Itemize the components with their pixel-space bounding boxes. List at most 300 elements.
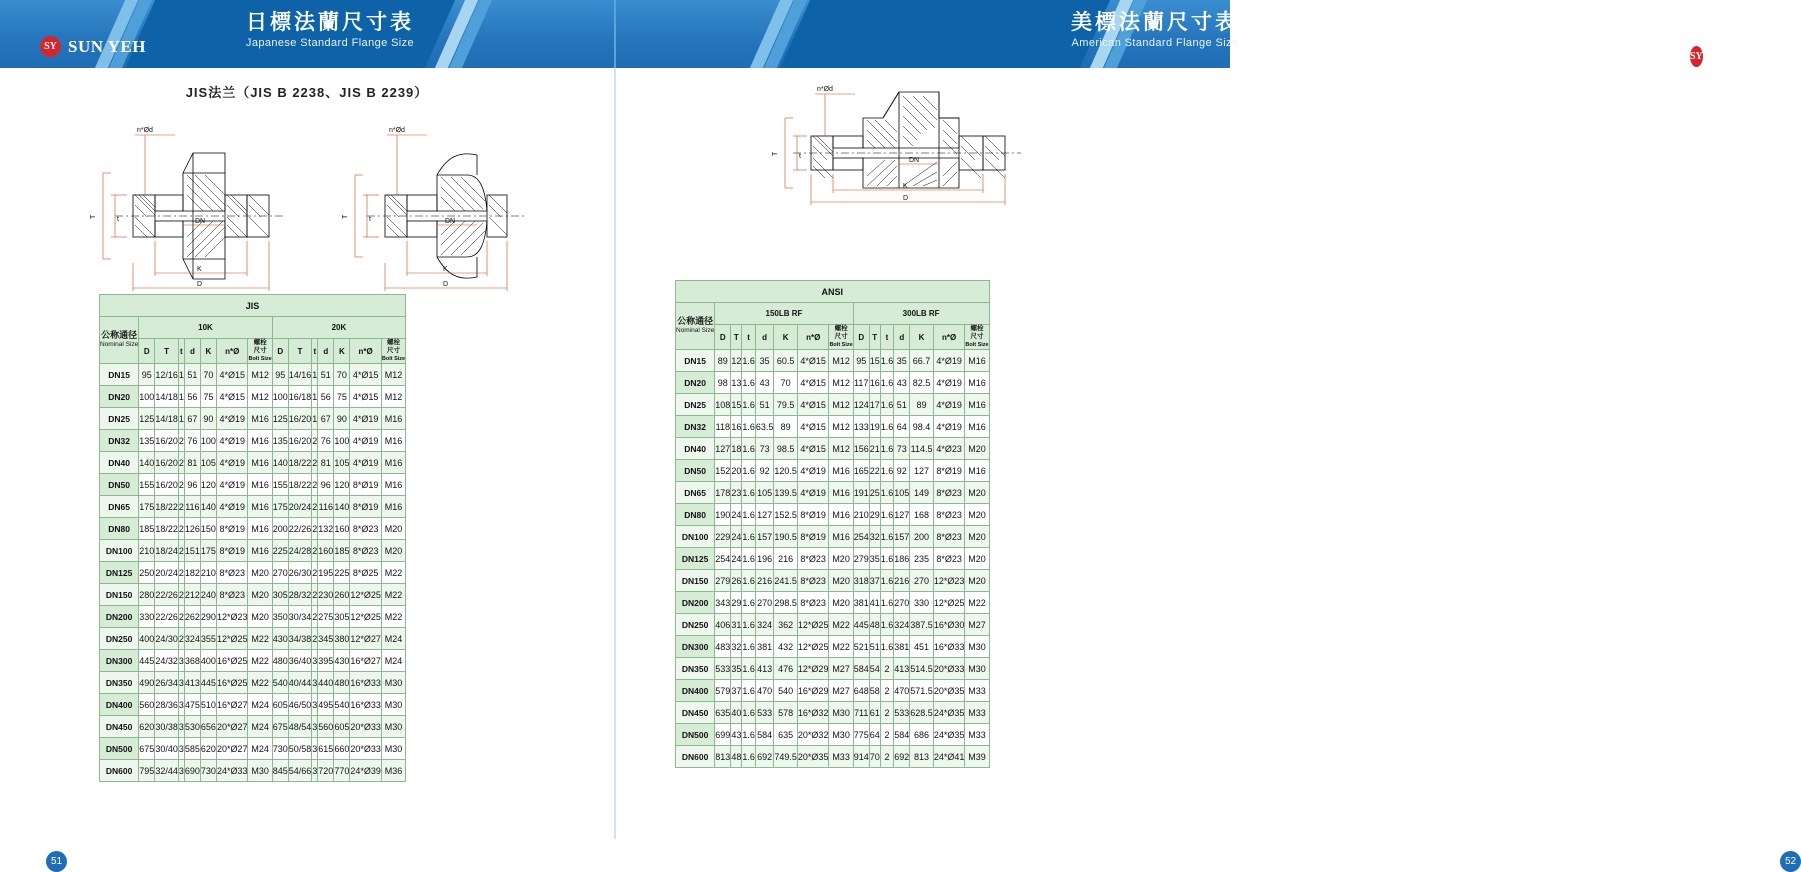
cell: 8*Ø23	[216, 562, 248, 584]
cell: 1.6	[742, 614, 756, 636]
col-header-d: d	[894, 325, 910, 350]
cell: 125	[139, 408, 155, 430]
cell: 2	[178, 562, 184, 584]
table-row	[676, 724, 990, 746]
cell: 8*Ø19	[797, 504, 829, 526]
cell: 3	[312, 650, 318, 672]
cell: M22	[381, 562, 405, 584]
cell: M16	[829, 504, 853, 526]
row-label: DN450	[676, 702, 715, 724]
cell: 191	[853, 482, 869, 504]
cell: 1.6	[880, 504, 894, 526]
cell: 8*Ø19	[216, 518, 248, 540]
cell: 67	[184, 408, 200, 430]
cell: 3	[312, 672, 318, 694]
cell: 100	[272, 386, 288, 408]
table-row	[100, 408, 406, 430]
cell: 235	[910, 548, 934, 570]
cell: 413	[184, 672, 200, 694]
cell: 8*Ø23	[933, 526, 965, 548]
cell: 151	[184, 540, 200, 562]
cell: 692	[894, 746, 910, 768]
cell: 12*Ø25	[216, 628, 248, 650]
cell: 216	[894, 570, 910, 592]
cell: M16	[381, 452, 405, 474]
cell: 35	[869, 548, 880, 570]
cell: 195	[318, 562, 334, 584]
cell: 152	[715, 460, 731, 482]
cell: M22	[381, 606, 405, 628]
cell: 1.6	[880, 636, 894, 658]
cell: 20/24	[155, 562, 179, 584]
cell: 54/66	[288, 760, 312, 782]
cell: M27	[965, 614, 989, 636]
cell: 76	[184, 430, 200, 452]
cell: 157	[755, 526, 774, 548]
cell: 16*Ø33	[350, 672, 382, 694]
table-row	[676, 372, 990, 394]
cell: M12	[381, 386, 405, 408]
cell: 490	[139, 672, 155, 694]
logo-text-left: SUN YEH	[68, 36, 146, 56]
cell: 4*Ø19	[933, 350, 965, 372]
row-label: DN600	[100, 760, 139, 782]
cell: 43	[755, 372, 774, 394]
cell: 210	[853, 504, 869, 526]
cell: 4*Ø19	[797, 482, 829, 504]
col-header-T: T	[155, 339, 179, 364]
cell: 17	[869, 394, 880, 416]
cell: 2	[312, 606, 318, 628]
cell: 95	[272, 364, 288, 386]
cell: M20	[965, 570, 989, 592]
cell: 127	[910, 460, 934, 482]
cell: 3	[178, 672, 184, 694]
cell: 615	[318, 738, 334, 760]
col-header-n*Ø: n*Ø	[933, 325, 965, 350]
col-header-bolt: 螺栓 尺寸 Bolt Size	[829, 325, 853, 348]
cell: 24*Ø35	[933, 702, 965, 724]
cell: 34/38	[288, 628, 312, 650]
header-right-title-block	[945, 10, 1365, 51]
cell: 628.5	[910, 702, 934, 724]
row-label: DN400	[676, 680, 715, 702]
cell: 1.6	[742, 372, 756, 394]
cell: 584	[853, 658, 869, 680]
cell: M30	[829, 724, 853, 746]
cell: 3	[178, 760, 184, 782]
cell: 635	[715, 702, 731, 724]
cell: 16/20	[155, 430, 179, 452]
cell: 3	[312, 694, 318, 716]
cell: 20*Ø27	[216, 738, 248, 760]
svg-text:T: T	[772, 151, 779, 156]
cell: 1	[312, 386, 318, 408]
cell: 692	[755, 746, 774, 768]
svg-text:D: D	[903, 195, 909, 202]
cell: 690	[184, 760, 200, 782]
cell: M20	[829, 570, 853, 592]
right-drawings	[616, 84, 1230, 214]
cell: 124	[853, 394, 869, 416]
cell: 305	[334, 606, 350, 628]
cell: 41	[869, 592, 880, 614]
cell: 89	[774, 416, 798, 438]
cell: 686	[910, 724, 934, 746]
cell: 30/40	[155, 738, 179, 760]
cell: 298.5	[774, 592, 798, 614]
table-row	[676, 658, 990, 680]
cell: 254	[715, 548, 731, 570]
cell: 620	[139, 716, 155, 738]
cell: M16	[965, 372, 989, 394]
logo-left	[40, 36, 146, 57]
cell: 4*Ø15	[797, 350, 829, 372]
cell: M20	[381, 540, 405, 562]
cell: 118	[715, 416, 731, 438]
flange-drawing-weld-neck	[75, 113, 325, 303]
cell: M20	[965, 526, 989, 548]
cell: 8*Ø19	[216, 540, 248, 562]
table-row	[676, 702, 990, 724]
cell: 2	[178, 628, 184, 650]
row-label: DN20	[100, 386, 139, 408]
cell: M16	[965, 460, 989, 482]
row-label: DN150	[676, 570, 715, 592]
cell: 135	[139, 430, 155, 452]
cell: 100	[334, 430, 350, 452]
row-label: DN25	[100, 408, 139, 430]
table-row	[100, 540, 406, 562]
cell: 20*Ø33	[350, 716, 382, 738]
cell: 116	[318, 496, 334, 518]
cell: 8*Ø23	[350, 518, 382, 540]
group-header-1: 10K	[139, 317, 272, 339]
cell: M30	[248, 760, 272, 782]
cell: 12*Ø25	[933, 592, 965, 614]
cell: 200	[272, 518, 288, 540]
cell: 1.6	[880, 570, 894, 592]
cell: 560	[139, 694, 155, 716]
col-header-D: D	[715, 325, 731, 350]
cell: 8*Ø19	[350, 474, 382, 496]
cell: 381	[755, 636, 774, 658]
cell: 127	[894, 504, 910, 526]
row-label: DN15	[676, 350, 715, 372]
cell: 139.5	[774, 482, 798, 504]
cell: M16	[248, 474, 272, 496]
cell: 2	[178, 584, 184, 606]
cell: 1.6	[880, 372, 894, 394]
cell: 324	[184, 628, 200, 650]
cell: 105	[894, 482, 910, 504]
cell: M30	[965, 636, 989, 658]
cell: 470	[755, 680, 774, 702]
svg-text:K: K	[197, 266, 202, 273]
cell: M12	[248, 364, 272, 386]
cell: 711	[853, 702, 869, 724]
cell: 155	[272, 474, 288, 496]
cell: 381	[894, 636, 910, 658]
cell: 2	[178, 430, 184, 452]
cell: 480	[272, 650, 288, 672]
cell: 795	[139, 760, 155, 782]
cell: 813	[910, 746, 934, 768]
cell: 770	[334, 760, 350, 782]
cell: 4*Ø19	[216, 452, 248, 474]
cell: 29	[869, 504, 880, 526]
cell: 12*Ø25	[350, 584, 382, 606]
cell: M16	[829, 460, 853, 482]
row-label: DN400	[100, 694, 139, 716]
row-label: DN32	[676, 416, 715, 438]
cell: 16	[869, 372, 880, 394]
cell: 21	[869, 438, 880, 460]
row-label: DN500	[676, 724, 715, 746]
cell: 510	[200, 694, 216, 716]
cell: 32	[731, 636, 742, 658]
cell: 81	[184, 452, 200, 474]
cell: 35	[894, 350, 910, 372]
table-row	[676, 504, 990, 526]
cell: M33	[965, 724, 989, 746]
cell: 229	[715, 526, 731, 548]
cell: 540	[334, 694, 350, 716]
cell: 4*Ø15	[216, 364, 248, 386]
row-label: DN250	[100, 628, 139, 650]
cell: 578	[774, 702, 798, 724]
cell: 96	[184, 474, 200, 496]
cell: 400	[139, 628, 155, 650]
cell: 1	[178, 408, 184, 430]
cell: 1.6	[742, 702, 756, 724]
table-row	[100, 430, 406, 452]
cell: M22	[248, 628, 272, 650]
cell: 26	[731, 570, 742, 592]
cell: 290	[200, 606, 216, 628]
cell: 270	[894, 592, 910, 614]
table-row	[100, 562, 406, 584]
cell: 355	[200, 628, 216, 650]
flange-drawing-slip-on	[327, 113, 557, 303]
svg-text:DN: DN	[445, 218, 456, 225]
cell: 380	[334, 628, 350, 650]
cell: 70	[334, 364, 350, 386]
cell: 29	[731, 592, 742, 614]
cell: 648	[853, 680, 869, 702]
cell: 483	[715, 636, 731, 658]
cell: M30	[381, 672, 405, 694]
table-row	[676, 614, 990, 636]
cell: 1.6	[880, 416, 894, 438]
cell: 157	[894, 526, 910, 548]
cell: 345	[318, 628, 334, 650]
cell: 185	[334, 540, 350, 562]
ansi-flange-table	[675, 280, 990, 768]
table-row	[100, 452, 406, 474]
cell: 150	[200, 518, 216, 540]
row-label: DN40	[676, 438, 715, 460]
cell: 16*Ø30	[933, 614, 965, 636]
cell: 605	[272, 694, 288, 716]
table-row	[100, 386, 406, 408]
cell: M20	[829, 548, 853, 570]
cell: 185	[139, 518, 155, 540]
cell: 12*Ø29	[797, 658, 829, 680]
table-row	[676, 680, 990, 702]
cell: M22	[381, 584, 405, 606]
cell: 116	[184, 496, 200, 518]
cell: 190	[715, 504, 731, 526]
cell: 12*Ø25	[797, 636, 829, 658]
cell: 4*Ø15	[350, 364, 382, 386]
col-header-K: K	[910, 325, 934, 350]
cell: 18/22	[288, 452, 312, 474]
cell: 20*Ø33	[933, 658, 965, 680]
cell: M12	[381, 364, 405, 386]
cell: 24*Ø41	[933, 746, 965, 768]
cell: 200	[910, 526, 934, 548]
table-row	[676, 592, 990, 614]
row-label: DN40	[100, 452, 139, 474]
cell: 64	[869, 724, 880, 746]
table-row	[676, 438, 990, 460]
cell: 20*Ø35	[933, 680, 965, 702]
cell: 2	[312, 584, 318, 606]
cell: 16/18	[288, 386, 312, 408]
cell: 2	[178, 496, 184, 518]
cell: 1	[178, 364, 184, 386]
cell: 30/34	[288, 606, 312, 628]
svg-text:DN: DN	[195, 218, 206, 225]
table-row	[100, 672, 406, 694]
cell: 445	[200, 672, 216, 694]
logo-text-right: SUN YEH	[1709, 36, 1749, 75]
row-label: DN200	[100, 606, 139, 628]
cell: 8*Ø23	[933, 482, 965, 504]
cell: M16	[381, 496, 405, 518]
cell: 100	[139, 386, 155, 408]
cell: M16	[381, 430, 405, 452]
cell: 1.6	[742, 526, 756, 548]
cell: 58	[869, 680, 880, 702]
cell: 16*Ø25	[216, 650, 248, 672]
cell: 2	[178, 540, 184, 562]
col-header-bolt: 螺栓 尺寸 Bolt Size	[248, 339, 272, 362]
page-number-left: 51	[46, 851, 67, 872]
cell: 2	[178, 474, 184, 496]
cell: 22	[869, 460, 880, 482]
cell: 152.5	[774, 504, 798, 526]
cell: 4*Ø19	[350, 430, 382, 452]
cell: 98.5	[774, 438, 798, 460]
cell: 24*Ø33	[216, 760, 248, 782]
cell: M16	[248, 518, 272, 540]
cell: 22/26	[155, 584, 179, 606]
cell: 92	[894, 460, 910, 482]
cell: 40/44	[288, 672, 312, 694]
svg-text:DN: DN	[909, 157, 920, 164]
cell: 8*Ø23	[350, 540, 382, 562]
svg-text:T: T	[342, 214, 349, 219]
cell: 270	[755, 592, 774, 614]
cell: 51	[318, 364, 334, 386]
row-label: DN500	[100, 738, 139, 760]
cell: 413	[894, 658, 910, 680]
cell: 73	[894, 438, 910, 460]
cell: 4*Ø19	[933, 394, 965, 416]
cell: 196	[755, 548, 774, 570]
cell: 1.6	[742, 724, 756, 746]
cell: 241.5	[774, 570, 798, 592]
cell: 20/24	[288, 496, 312, 518]
cell: 60.5	[774, 350, 798, 372]
cell: M22	[829, 614, 853, 636]
header-left-title-en: Japanese Standard Flange Size	[245, 37, 415, 49]
cell: 4*Ø15	[797, 372, 829, 394]
col-header-d: d	[755, 325, 774, 350]
cell: 56	[318, 386, 334, 408]
page-header	[0, 0, 1749, 75]
cell: 240	[200, 584, 216, 606]
ansi-table-wrapper	[675, 280, 1175, 768]
cell: 470	[894, 680, 910, 702]
cell: 2	[312, 518, 318, 540]
cell: 132	[318, 518, 334, 540]
table-row	[100, 760, 406, 782]
header-left-title-block	[120, 10, 540, 51]
col-header-t: t	[178, 339, 184, 364]
cell: 8*Ø23	[216, 584, 248, 606]
cell: 775	[853, 724, 869, 746]
cell: 98.4	[910, 416, 934, 438]
cell: 12*Ø25	[797, 614, 829, 636]
cell: 445	[139, 650, 155, 672]
cell: 20*Ø27	[216, 716, 248, 738]
cell: 1.6	[742, 658, 756, 680]
cell: 2	[312, 474, 318, 496]
cell: 730	[272, 738, 288, 760]
cell: 635	[774, 724, 798, 746]
cell: M24	[381, 628, 405, 650]
row-label: DN50	[676, 460, 715, 482]
cell: 324	[894, 614, 910, 636]
cell: 1.6	[880, 526, 894, 548]
cell: 8*Ø23	[797, 548, 829, 570]
cell: 22/26	[155, 606, 179, 628]
cell: 605	[334, 716, 350, 738]
cell: 720	[318, 760, 334, 782]
cell: 914	[853, 746, 869, 768]
table-row	[676, 416, 990, 438]
page-number-right: 52	[1780, 851, 1801, 872]
cell: 16*Ø29	[797, 680, 829, 702]
cell: 149	[910, 482, 934, 504]
cell: 46/50	[288, 694, 312, 716]
cell: M22	[829, 636, 853, 658]
cell: 32/44	[155, 760, 179, 782]
col-header-T: T	[731, 325, 742, 350]
table-row	[100, 364, 406, 386]
cell: 4*Ø19	[216, 430, 248, 452]
cell: M24	[381, 650, 405, 672]
cell: 16/20	[155, 474, 179, 496]
cell: 540	[774, 680, 798, 702]
cell: 126	[184, 518, 200, 540]
cell: 8*Ø19	[350, 496, 382, 518]
cell: 89	[910, 394, 934, 416]
cell: 2	[880, 702, 894, 724]
